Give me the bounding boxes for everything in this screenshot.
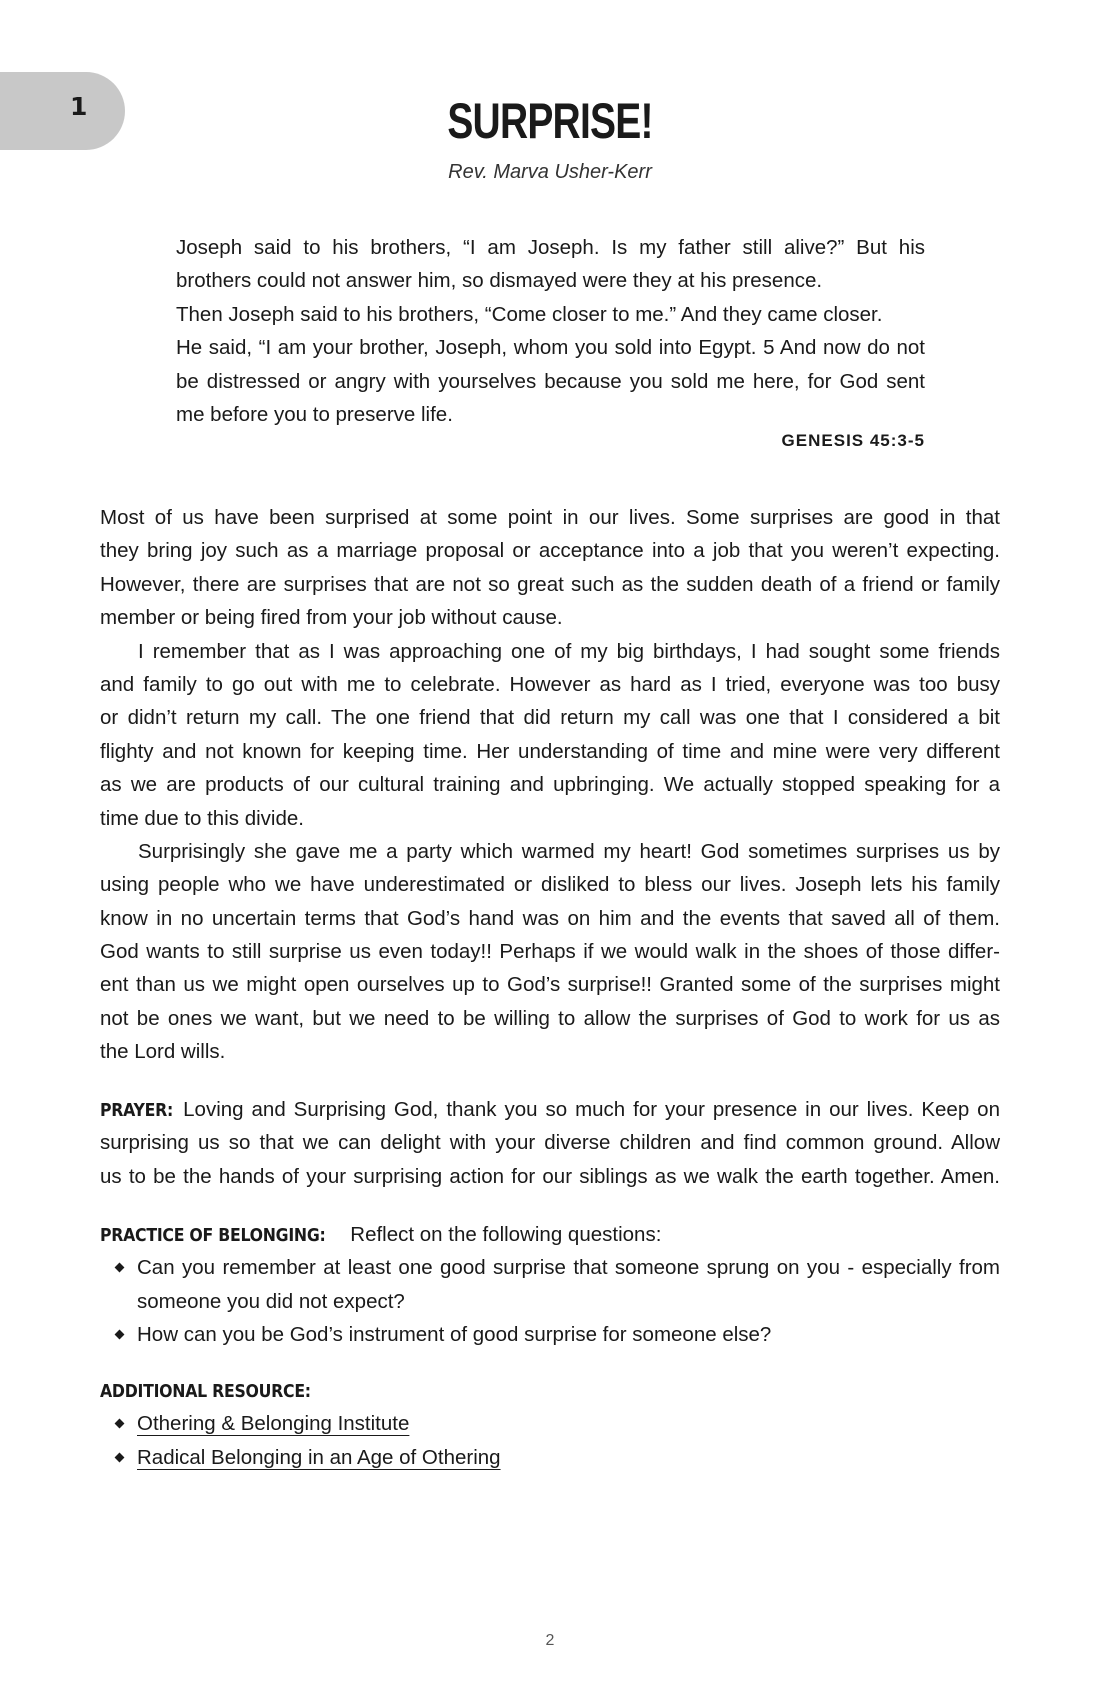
question-line: How can you be God’s instrument of good surprise for someone else?	[137, 1323, 772, 1347]
chapter-number: 1	[70, 92, 88, 121]
resources-heading	[100, 1374, 1000, 1407]
diamond-bullet-icon	[115, 1330, 125, 1340]
practice-label: PRACTICE OF BELONGING:	[100, 1226, 326, 1246]
body-line: ent than us we might open ourselves up to God’s surprise!! Granted some of the surprises might	[100, 973, 1000, 997]
resource-item	[100, 1441, 1000, 1474]
question-line: Can you remember at least one good surprise that someone sprung on you - especially from	[137, 1256, 1000, 1280]
body-line: However, there are surprises that are not so great such as the sudden death of a friend or family	[100, 572, 1000, 596]
diamond-bullet-icon	[115, 1263, 125, 1273]
paragraph-3	[100, 835, 1000, 1069]
paragraph-2	[100, 635, 1000, 835]
page-title: SURPRISE!	[447, 93, 653, 149]
question-item	[100, 1318, 1000, 1351]
chapter-tab	[0, 72, 125, 150]
prayer-text: Loving and Surprising God, thank you so much for your presence in our lives. Keep on	[183, 1098, 1000, 1121]
othering-belonging-institute-link[interactable]: Othering & Belonging Institute	[137, 1412, 410, 1436]
author-byline: Rev. Marva Usher-Kerr	[448, 161, 652, 183]
body-line: I remember that as I was approaching one of my big birthdays, I had sought some friends	[138, 639, 1000, 663]
scripture-line: me before you to preserve life.	[176, 402, 453, 426]
prayer-line	[100, 1093, 1000, 1126]
body-line: the Lord wills.	[100, 1040, 226, 1064]
body-line: Most of us have been surprised at some point in our lives. Some surprises are good in that	[100, 506, 1000, 529]
page-number: 2	[545, 1632, 555, 1649]
prayer-section	[100, 1093, 1000, 1193]
body-line: not be ones we want, but we need to be willing to allow the surprises of God to work for us as	[100, 1006, 1000, 1030]
body-line: or didn’t return my call. The one friend that did return my call was one that I considered a bit	[100, 706, 1000, 730]
practice-section	[100, 1218, 1000, 1352]
scripture-reference: GENESIS 45:3-5	[781, 431, 925, 450]
body-line: and family to go out with me to celebrate. However as hard as I tried, everyone was too busy	[100, 672, 1000, 696]
prayer-line: us to be the hands of your surprising action for our siblings as we walk the earth together. Amen.	[100, 1164, 1000, 1188]
body-line: time due to this divide.	[100, 806, 304, 830]
resources-label: ADDITIONAL RESOURCE:	[100, 1382, 311, 1402]
body-line: member or being fired from your job without cause.	[100, 606, 563, 630]
scripture-line: Joseph said to his brothers, “I am Joseph. Is my father still alive?” But his	[176, 236, 925, 259]
prayer-line: surprising us so that we can delight with your diverse children and find common ground. Allow	[100, 1131, 1000, 1155]
question-line: someone you did not expect?	[137, 1289, 405, 1313]
body-line: as we are products of our cultural training and upbringing. We actually stopped speaking for a	[100, 773, 1000, 797]
prayer-label: PRAYER:	[100, 1101, 174, 1121]
scripture-quote	[176, 231, 925, 431]
scripture-line: be distressed or angry with yourselves because you sold me here, for God sent	[176, 369, 925, 393]
practice-intro: Reflect on the following questions:	[350, 1223, 662, 1246]
scripture-line: brothers could not answer him, so dismayed were they at his presence.	[176, 269, 823, 293]
body-line: Surprisingly she gave me a party which warmed my heart! God sometimes surprises us by	[138, 839, 1000, 863]
body-line: know in no uncertain terms that God’s hand was on him and the events that saved all of them.	[100, 906, 1000, 930]
body-line: using people who we have underestimated or disliked to bless our lives. Joseph lets his family	[100, 873, 1000, 897]
diamond-bullet-icon	[115, 1452, 125, 1462]
practice-heading	[100, 1218, 1000, 1251]
body-line: they bring joy such as a marriage proposal or acceptance into a job that you weren’t expecting.	[100, 539, 1000, 563]
radical-belonging-link[interactable]: Radical Belonging in an Age of Othering	[137, 1445, 501, 1469]
diamond-bullet-icon	[115, 1419, 125, 1429]
devotional-body	[100, 501, 1000, 1069]
body-line: God wants to still surprise us even today!! Perhaps if we would walk in the shoes of those differ-	[100, 940, 1000, 964]
body-line: flighty and not known for keeping time. Her understanding of time and mine were very different	[100, 739, 1000, 763]
resource-item	[100, 1407, 1000, 1440]
question-item	[100, 1251, 1000, 1318]
resources-section	[100, 1374, 1000, 1474]
scripture-line: Then Joseph said to his brothers, “Come closer to me.” And they came closer.	[176, 302, 883, 326]
scripture-line: He said, “I am your brother, Joseph, whom you sold into Egypt. 5 And now do not	[176, 336, 925, 360]
paragraph-1	[100, 501, 1000, 635]
